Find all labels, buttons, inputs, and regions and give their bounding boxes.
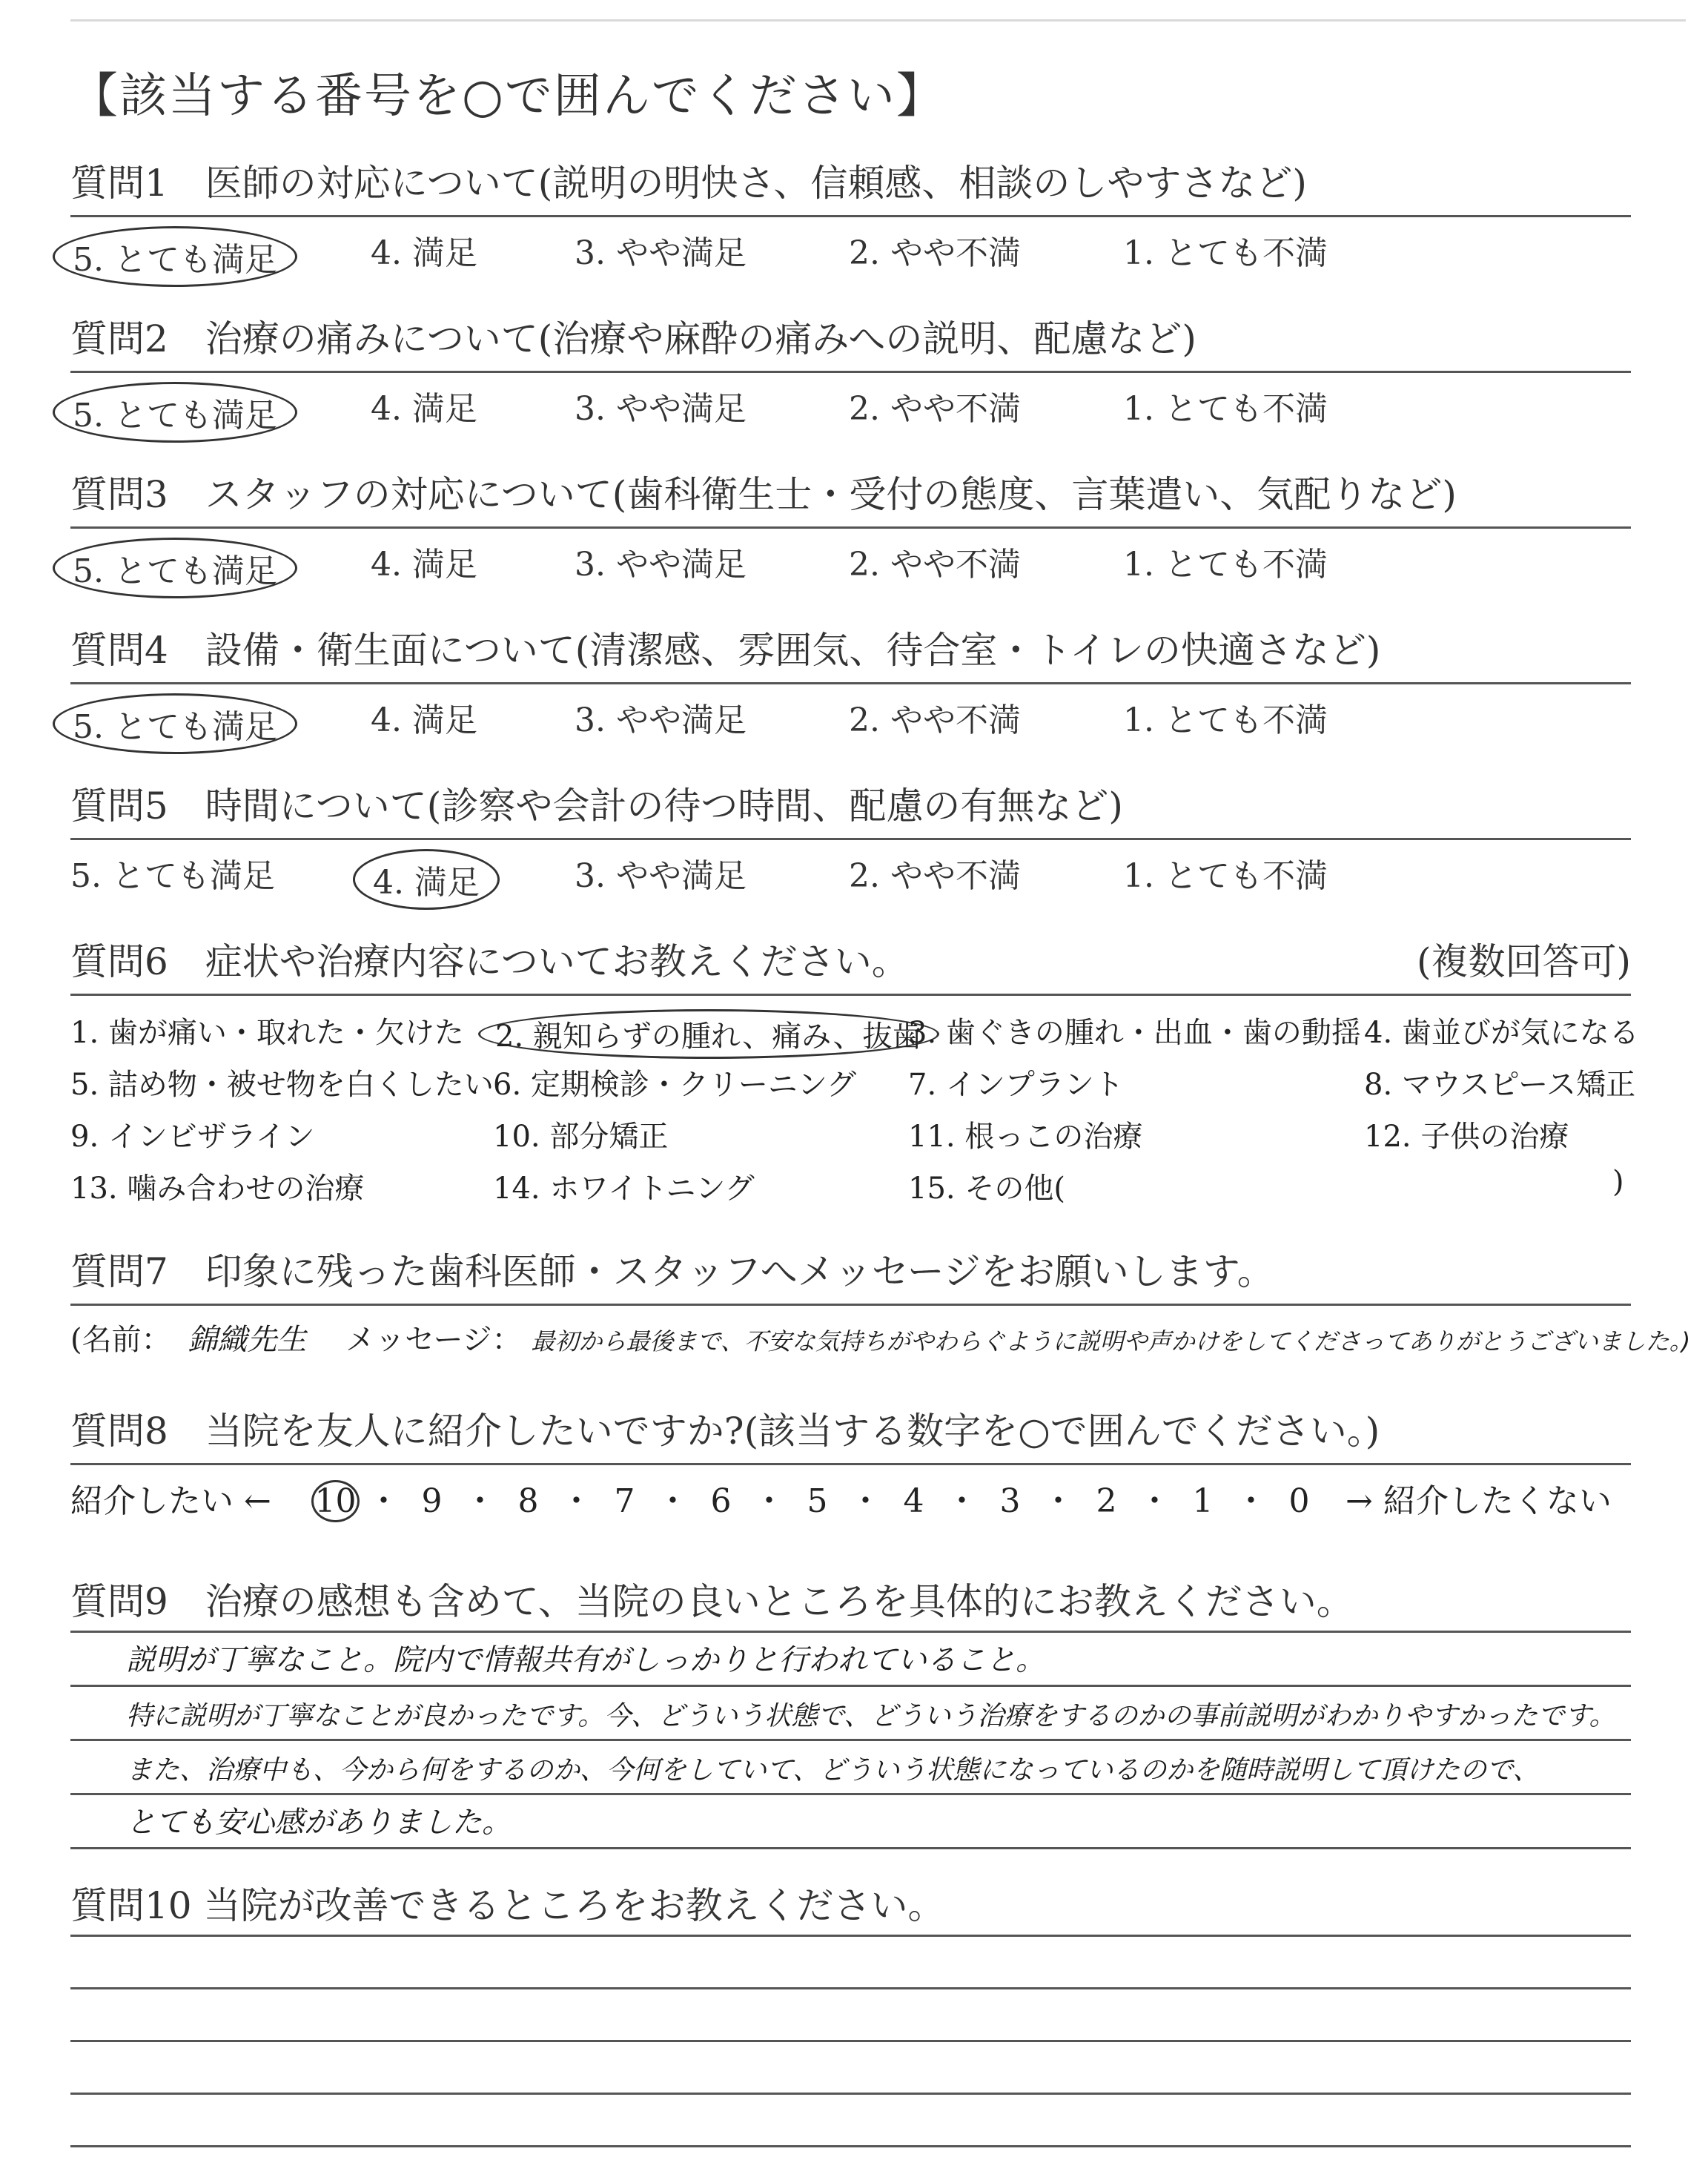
option-1[interactable]: 1. とても不満: [1123, 857, 1328, 895]
question-6-text: 質問6 症状や治療内容についてお教えください。: [70, 940, 909, 983]
option-4[interactable]: 4. 満足: [353, 849, 500, 910]
symptom-12[interactable]: 12. 子供の治療: [1364, 1120, 1569, 1154]
question-1-options: [70, 217, 1631, 279]
question-4: [70, 629, 1631, 746]
scale-value-10[interactable]: 10: [311, 1480, 360, 1522]
scale-separator: ・: [1042, 1482, 1075, 1520]
answer-text[interactable]: また、治療中も、今から何をするのか、今何をしていて、どういう状態になっているのかを随時説明して頂けたので、: [126, 1755, 1540, 1786]
symptom-6[interactable]: 6. 定期検診・クリーニング: [493, 1068, 857, 1102]
answer-line[interactable]: [70, 1937, 1631, 1989]
option-5[interactable]: 5. とても満足: [53, 693, 297, 754]
question-4-title: 質問4 設備・衛生面について(清潔感、雰囲気、待合室・トイレの快適さなど): [70, 629, 1381, 672]
question-2: [70, 317, 1631, 435]
question-5-title: 質問5 時間について(診察や会計の待つ時間、配慮の有無など): [70, 785, 1123, 828]
answer-line: [70, 1741, 1631, 1795]
answer-text[interactable]: とても安心感がありました。: [126, 1806, 512, 1840]
name-value[interactable]: 錦織先生: [188, 1323, 307, 1357]
option-5[interactable]: 5. とても満足: [53, 226, 297, 287]
answer-line[interactable]: [70, 2095, 1631, 2147]
option-4[interactable]: 4. 満足: [371, 234, 477, 272]
option-3[interactable]: 3. やや満足: [575, 234, 747, 272]
scale-separator: ・: [463, 1482, 497, 1520]
question-1-title: 質問1 医師の対応について(説明の明快さ、信頼感、相談のしやすさなど): [70, 162, 1307, 205]
scale-value-8[interactable]: 8: [517, 1482, 539, 1520]
symptom-5[interactable]: 5. 詰め物・被せ物を白くしたい: [70, 1068, 494, 1102]
symptom-9[interactable]: 9. インビザライン: [70, 1120, 315, 1154]
scale-left-label: 紹介したい ←: [70, 1482, 271, 1520]
scale-value-2[interactable]: 2: [1096, 1482, 1117, 1520]
answer-line: [70, 1795, 1631, 1849]
question-5: [70, 785, 1631, 902]
scale-separator: ・: [945, 1482, 979, 1520]
top-border: [70, 19, 1686, 22]
symptom-7[interactable]: 7. インプラント: [908, 1068, 1124, 1102]
question-8-title: 質問8 当院を友人に紹介したいですか?(該当する数字を○で囲んでください。): [70, 1410, 1380, 1453]
option-4[interactable]: 4. 満足: [371, 546, 477, 584]
name-label: (名前：: [70, 1323, 171, 1357]
divider: [70, 1304, 1631, 1306]
message-line: [70, 1316, 1691, 1358]
scale-value-4[interactable]: 4: [903, 1482, 924, 1520]
scale-separator: ・: [752, 1482, 786, 1520]
option-5[interactable]: 5. とても満足: [70, 857, 275, 895]
recommend-scale: [70, 1465, 1631, 1520]
symptom-1[interactable]: 1. 歯が痛い・取れた・欠けた: [70, 1016, 464, 1050]
scale-value-9[interactable]: 9: [421, 1482, 443, 1520]
question-2-title: 質問2 治療の痛みについて(治療や麻酔の痛みへの説明、配慮など): [70, 317, 1196, 360]
good-points-answer: [70, 1633, 1631, 1849]
scale-separator: ・: [560, 1482, 593, 1520]
question-10-title: 質問10 当院が改善できるところをお教えください。: [70, 1884, 945, 1927]
scale-value-0[interactable]: 0: [1288, 1482, 1310, 1520]
scale-value-5[interactable]: 5: [807, 1482, 828, 1520]
scale-value-7[interactable]: 7: [614, 1482, 635, 1520]
question-7: [70, 1250, 1691, 1358]
question-3: [70, 473, 1631, 590]
question-6: [70, 940, 1639, 1211]
symptom-options: [70, 996, 1639, 1211]
answer-line: [70, 1633, 1631, 1687]
form-heading: 【該当する番号を○で囲んでください】: [70, 69, 945, 124]
symptom-10[interactable]: 10. 部分矯正: [493, 1120, 669, 1154]
scale-right-label: → 紹介したくない: [1345, 1482, 1612, 1520]
answer-text[interactable]: 特に説明が丁寧なことが良かったです。今、どういう状態で、どういう治療をするのかの事前説明がわかりやすかったです。: [126, 1701, 1616, 1731]
option-4[interactable]: 4. 満足: [371, 390, 477, 428]
symptom-4[interactable]: 4. 歯並びが気になる: [1364, 1016, 1639, 1050]
scale-separator: ・: [367, 1482, 400, 1520]
symptom-2[interactable]: 2. 親知らずの腫れ、痛み、抜歯: [478, 1009, 939, 1059]
scale-value-6[interactable]: 6: [710, 1482, 732, 1520]
scale-value-3[interactable]: 3: [999, 1482, 1021, 1520]
option-1[interactable]: 1. とても不満: [1123, 701, 1328, 739]
option-3[interactable]: 3. やや満足: [575, 857, 747, 895]
scale-separator: ・: [1138, 1482, 1171, 1520]
option-2[interactable]: 2. やや不満: [849, 234, 1021, 272]
answer-text[interactable]: 説明が丁寧なこと。院内で情報共有がしっかりと行われていること。: [126, 1643, 1045, 1677]
message-label: メッセージ：: [345, 1323, 522, 1357]
option-2[interactable]: 2. やや不満: [849, 701, 1021, 739]
answer-line[interactable]: [70, 2042, 1631, 2095]
option-3[interactable]: 3. やや満足: [575, 701, 747, 739]
symptom-8[interactable]: 8. マウスピース矯正: [1364, 1068, 1636, 1102]
question-9: [70, 1580, 1631, 1849]
symptom-13[interactable]: 13. 噛み合わせの治療: [70, 1172, 365, 1206]
question-10: [70, 1884, 1631, 2147]
option-5[interactable]: 5. とても満足: [53, 538, 297, 598]
scale-separator: ・: [656, 1482, 689, 1520]
option-5[interactable]: 5. とても満足: [53, 382, 297, 443]
option-3[interactable]: 3. やや満足: [575, 546, 747, 584]
multiple-answers-note: (複数回答可): [1416, 940, 1631, 983]
question-2-options: [70, 373, 1631, 435]
option-1[interactable]: 1. とても不満: [1123, 234, 1328, 272]
symptom-15-close-paren: ): [1612, 1165, 1624, 1199]
question-1: [70, 162, 1631, 279]
symptom-3[interactable]: 3. 歯ぐきの腫れ・出血・歯の動揺: [908, 1016, 1361, 1050]
scale-value-1[interactable]: 1: [1192, 1482, 1214, 1520]
option-2[interactable]: 2. やや不満: [849, 390, 1021, 428]
question-8: [70, 1410, 1631, 1520]
option-1[interactable]: 1. とても不満: [1123, 546, 1328, 584]
message-value[interactable]: 最初から最後まで、不安な気持ちがやわらぐように説明や声かけをしてくださってありがとうございました。): [531, 1327, 1691, 1355]
question-5-options: [70, 840, 1631, 902]
question-9-title: 質問9 治療の感想も含めて、当院の良いところを具体的にお教えください。: [70, 1580, 1354, 1623]
option-4[interactable]: 4. 満足: [371, 701, 477, 739]
scale-values: [311, 1474, 1323, 1522]
symptom-15[interactable]: 15. その他(: [908, 1172, 1065, 1206]
scale-separator: ・: [849, 1482, 882, 1520]
question-3-title: 質問3 スタッフの対応について(歯科衛生士・受付の態度、言葉遣い、気配りなど): [70, 473, 1457, 516]
option-3[interactable]: 3. やや満足: [575, 390, 747, 428]
answer-line: [70, 1687, 1631, 1741]
answer-line[interactable]: [70, 1989, 1631, 2042]
question-7-title: 質問7 印象に残った歯科医師・スタッフへメッセージをお願いします。: [70, 1250, 1274, 1293]
option-2[interactable]: 2. やや不満: [849, 857, 1021, 895]
question-3-options: [70, 529, 1631, 590]
symptom-14[interactable]: 14. ホワイトニング: [493, 1172, 755, 1206]
option-2[interactable]: 2. やや不満: [849, 546, 1021, 584]
scale-separator: ・: [1234, 1482, 1268, 1520]
question-4-options: [70, 684, 1631, 746]
option-1[interactable]: 1. とても不満: [1123, 390, 1328, 428]
question-6-title: [70, 940, 1631, 983]
symptom-11[interactable]: 11. 根っこの治療: [908, 1120, 1143, 1154]
